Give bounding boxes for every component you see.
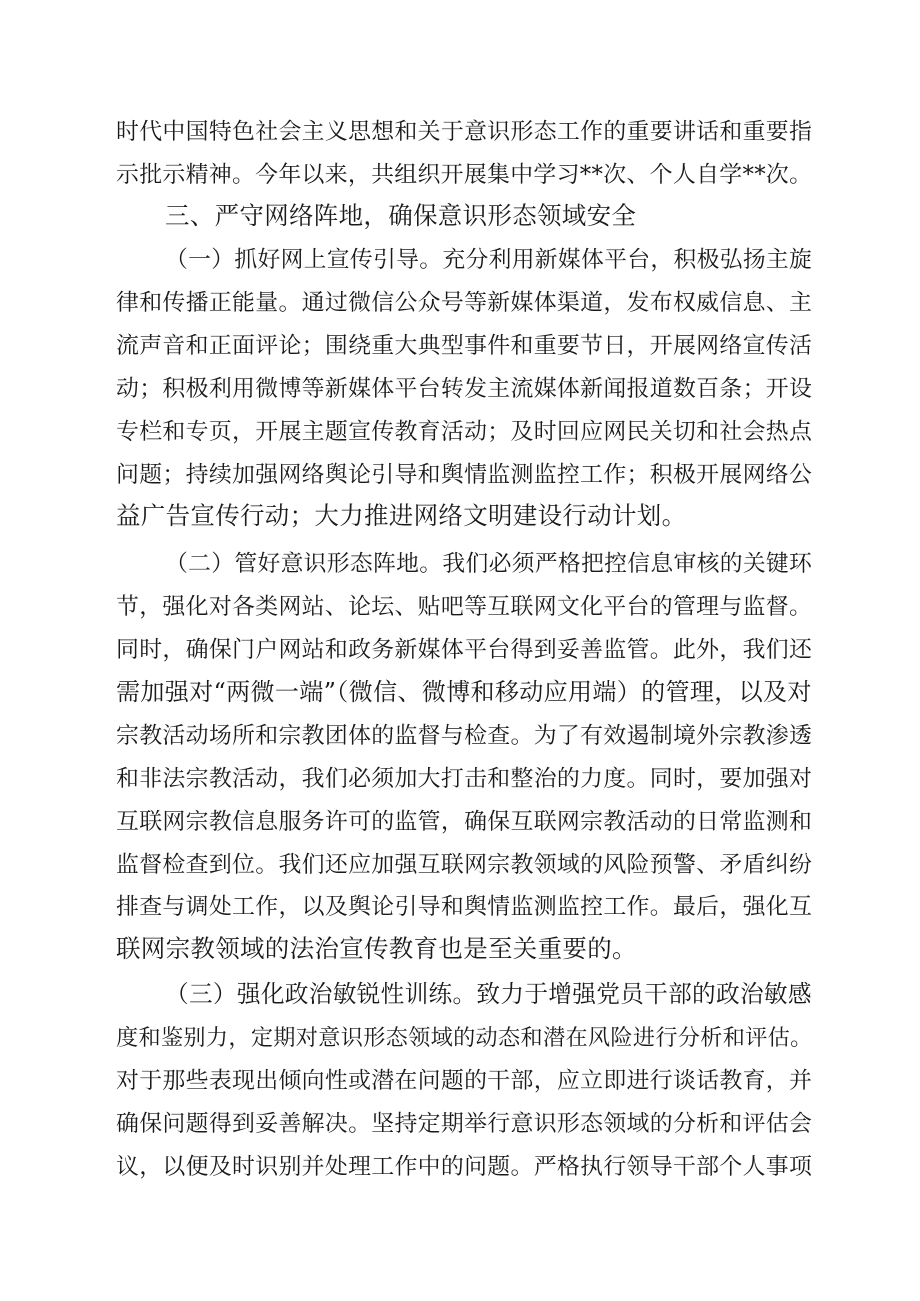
line-text: 联网宗教领域的法治宣传教育也是至关重要的。 — [116, 934, 637, 963]
line-text: 度和鉴别力，定期对意识形态领域的动态和潜在风险进行分析和评估。 — [116, 1025, 813, 1051]
text-line — [0, 806, 920, 837]
line-text: 同时，确保门户网站和政务新媒体平台得到妥善监管。此外，我们还 — [116, 637, 813, 663]
line-text: 益广告宣传行动；大力推进网络文明建设行动计划。 — [116, 501, 687, 530]
line-text: 专栏和专页，开展主题宣传教育活动；及时回应网民关切和社会热点 — [116, 419, 813, 445]
text-line — [0, 1108, 920, 1139]
line-text: 问题；持续加强网络舆论引导和舆情监测监控工作；积极开展网络公 — [116, 462, 813, 488]
text-line — [0, 548, 920, 579]
text-line — [0, 891, 920, 922]
text-line — [0, 1151, 920, 1182]
line-text: 需加强对“两微一端”（微信、微博和移动应用端）的管理，以及对 — [116, 678, 812, 706]
line-text: 议，以便及时识别并处理工作中的问题。严格执行领导干部个人事项 — [116, 1154, 813, 1180]
line-text: 确保问题得到妥善解决。坚持定期举行意识形态领域的分析和评估会 — [116, 1111, 813, 1137]
text-line — [0, 677, 920, 707]
line-text: 流声音和正面评论；围绕重大典型事件和重要节日，开展网络宣传活 — [116, 333, 813, 359]
text-line — [0, 416, 920, 447]
line-text: （二）管好意识形态阵地。我们必须严格把控信息审核的关键环 — [165, 551, 813, 577]
line-text: （三）强化政治敏锐性训练。致力于增强党员干部的政治敏感 — [165, 980, 812, 1008]
text-line — [0, 720, 920, 751]
text-line — [0, 373, 920, 404]
text-line — [0, 287, 920, 318]
line-text: 示批示精神。今年以来，共组织开展集中学习**次、个人自学**次。 — [116, 162, 813, 188]
text-line — [0, 159, 920, 190]
text-line — [0, 934, 920, 964]
line-text: 宗教活动场所和宗教团体的监督与检查。为了有效遏制境外宗教渗透 — [116, 723, 813, 749]
section-heading — [0, 201, 920, 231]
line-text: 监督检查到位。我们还应加强互联网宗教领域的风险预警、矛盾纠纷 — [116, 852, 813, 878]
text-line — [0, 591, 920, 622]
text-line — [0, 849, 920, 880]
heading-text: 三、严守网络阵地，确保意识形态领域安全 — [165, 201, 637, 230]
text-line — [0, 763, 920, 794]
text-line — [0, 501, 920, 531]
line-text: 和非法宗教活动，我们必须加大打击和整治的力度。同时，要加强对 — [116, 766, 813, 792]
line-text: 动；积极利用微博等新媒体平台转发主流媒体新闻报道数百条；开设 — [116, 376, 813, 402]
text-line — [0, 330, 920, 361]
line-text: 排查与调处工作，以及舆论引导和舆情监测监控工作。最后，强化互 — [116, 894, 813, 920]
text-line — [0, 459, 920, 490]
text-line — [0, 634, 920, 665]
line-text: 律和传播正能量。通过微信公众号等新媒体渠道，发布权威信息、主 — [116, 290, 813, 316]
text-line — [0, 116, 920, 147]
line-text: （一）抓好网上宣传引导。充分利用新媒体平台，积极弘扬主旋 — [165, 247, 813, 273]
text-line — [0, 244, 920, 275]
line-text: 互联网宗教信息服务许可的监管，确保互联网宗教活动的日常监测和 — [116, 809, 813, 835]
line-text: 对于那些表现出倾向性或潜在问题的干部，应立即进行谈话教育，并 — [116, 1068, 813, 1094]
text-line — [0, 1065, 920, 1096]
line-text: 时代中国特色社会主义思想和关于意识形态工作的重要讲话和重要指 — [116, 119, 813, 145]
text-line — [0, 1022, 920, 1053]
line-text: 节，强化对各类网站、论坛、贴吧等互联网文化平台的管理与监督。 — [116, 594, 813, 620]
text-line — [0, 979, 920, 1009]
